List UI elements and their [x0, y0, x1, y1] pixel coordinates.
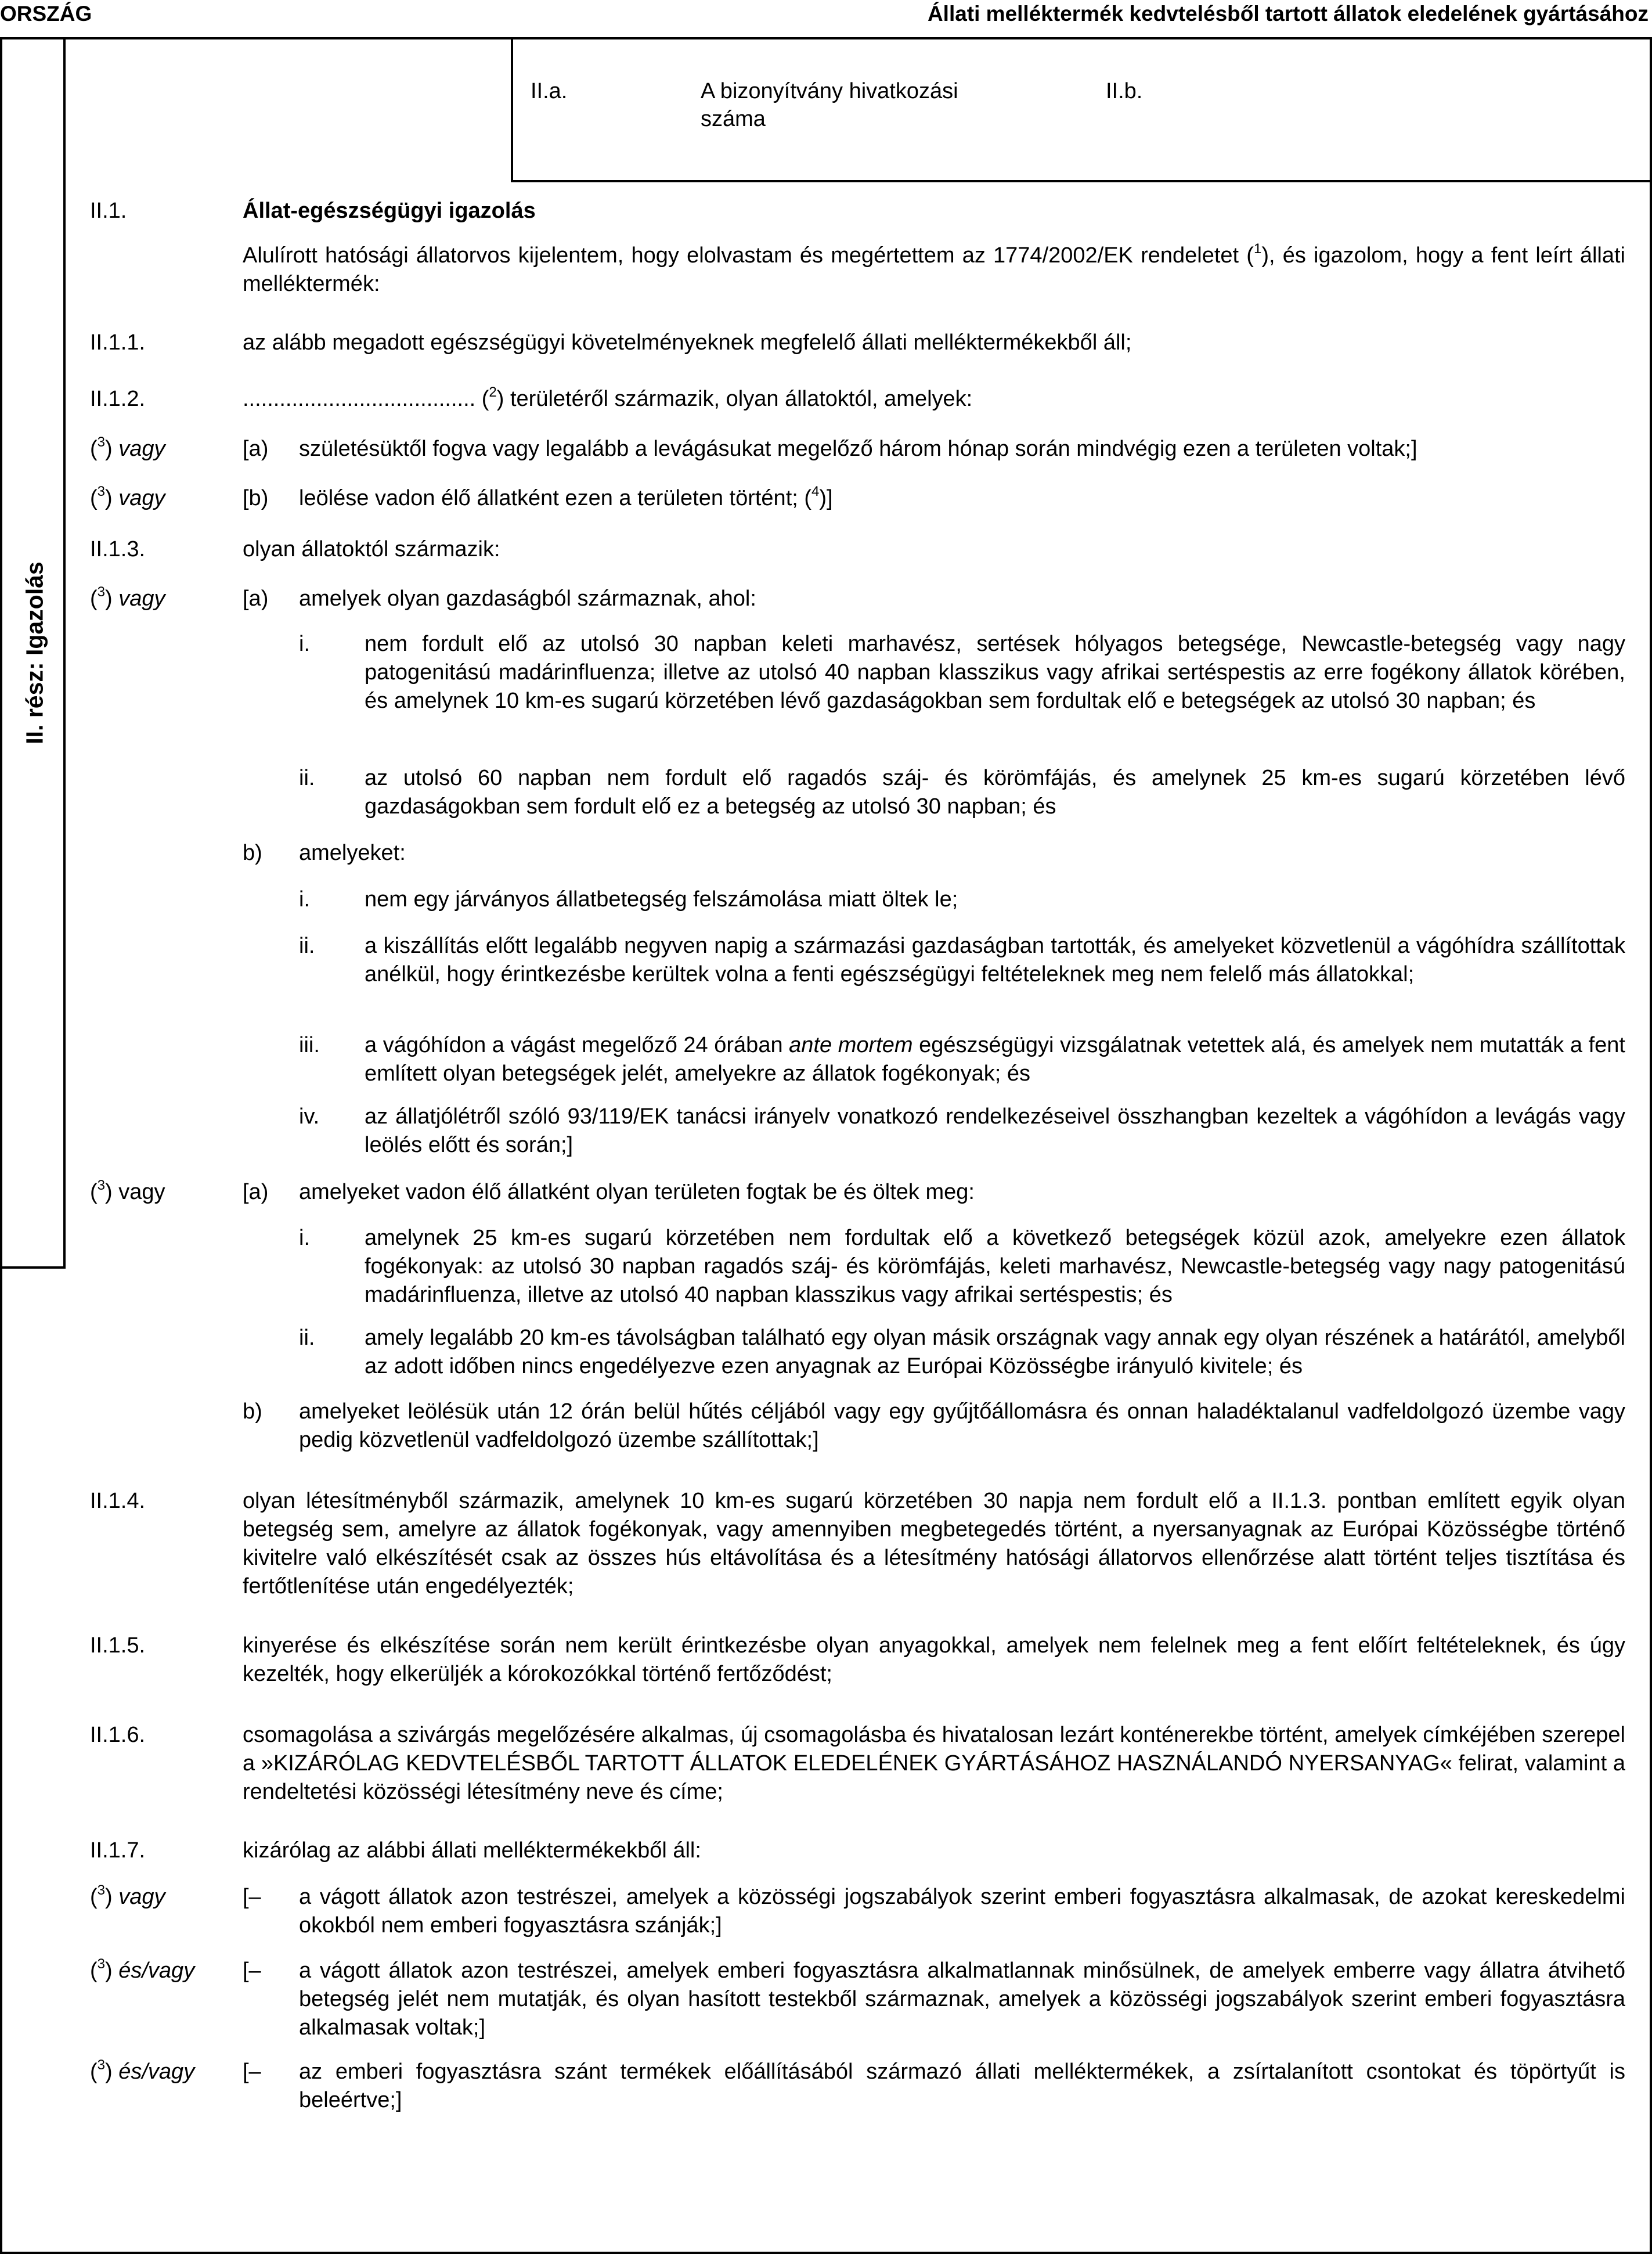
- section-number: II.1.: [90, 199, 127, 223]
- option-label: ($^3$) vagy: [90, 584, 165, 611]
- subitem-text: amely legalább 20 km-es távolságban található egy olyan másik országnak vagy annak egy olyan részének a határától, amelyből az adott időben nincs engedélyezve ezen anyagnak az Európai Közösségbe irányuló kivitele; és: [365, 1326, 1625, 1378]
- subitem-marker: i.: [299, 1226, 310, 1250]
- option-text: amelyeket vadon élő állatként olyan területen fogtak be és öltek meg:: [299, 1180, 975, 1204]
- reference-box: [511, 37, 1652, 182]
- ref-b-number: II.b.: [1106, 79, 1143, 103]
- option-marker: [–: [243, 1958, 261, 1983]
- option-marker: [a): [243, 586, 269, 611]
- item-number: II.1.6.: [90, 1723, 146, 1747]
- option-text: születésüktől fogva vagy legalább a levágásukat megelőző három hónap során mindvégig ezen a területen voltak;]: [299, 437, 1417, 461]
- item-text: olyan állatoktól származik:: [243, 537, 500, 561]
- subitem-marker: ii.: [299, 1326, 315, 1350]
- item-number: II.1.3.: [90, 537, 146, 561]
- subitem-text: nem egy járványos állatbetegség felszámolása miatt öltek le;: [365, 887, 958, 912]
- subitem-text: a vágóhídon a vágást megelőző 24 órában ante mortem egészségügyi vizsgálatnak vetettek alá, és amelyek nem mutatták a fent említett olyan betegségek jelét, amelyekre az állatok fogékonyak; és: [365, 1033, 1625, 1086]
- item-text: olyan létesítményből származik, amelynek 10 km-es sugarú körzetében 30 napja nem fordult elő a II.1.3. pontban említett egyik olyan betegség sem, amelyre az állatok fogékonyak, vagy amennyiben megbetegedés történt, a nyersanyagnak az Európai Közösségbe történő kivitelre való elkészítését csak az összes hús eltávolítása és a létesítmény hatósági állatorvos ellenőrzése alatt történt teljes tisztítása és fertőtlenítése után engedélyezték;: [243, 1489, 1625, 1598]
- item-text: az alább megadott egészségügyi követelményeknek megfelelő állati melléktermékekből áll;: [243, 330, 1132, 355]
- item-number: II.1.5.: [90, 1633, 146, 1658]
- option-text: a vágott állatok azon testrészei, amelyek emberi fogyasztásra alkalmatlannak minősülnek, de amelyek emberre vagy állatra átvihető betegség jelét nem mutatják, és olyan hasított testekből származnak, amelyek a közösségi jogszabályok szerint emberi fogyasztásra alkalmasak voltak;]: [299, 1958, 1625, 2040]
- section-intro: Alulírott hatósági állatorvos kijelentem, hogy elolvastam és megértettem az 1774/2002/EK rendeletet ($^1$), és igazolom, hogy a fent leírt állati melléktermék:: [243, 241, 1626, 296]
- option-marker: [b): [243, 486, 269, 510]
- option-text: amelyeket leölésük után 12 órán belül hűtés céljából vagy egy gyűjtőállomásra és onnan haladéktalanul vadfeldolgozó üzembe vagy pedig közvetlenül vadfeldolgozó üzembe szállítottak;]: [299, 1399, 1625, 1452]
- option-marker: b): [243, 1399, 262, 1424]
- option-marker: [–: [243, 1885, 261, 1909]
- subitem-marker: ii.: [299, 766, 315, 790]
- subitem-text: a kiszállítás előtt legalább negyven napig a származási gazdaságban tartották, és amelyeket közvetlenül a vágóhídra szállítottak anélkül, hogy érintkezésbe kerültek volna a fenti egészségügyi feltételeknek meg nem felelő más állatokkal;: [365, 934, 1625, 986]
- subitem-marker: iv.: [299, 1104, 320, 1129]
- item-number: II.1.2.: [90, 387, 146, 411]
- option-marker: [–: [243, 2059, 261, 2084]
- option-text: leölése vadon élő állatként ezen a területen történt; ($^4$)]: [299, 484, 833, 510]
- subitem-marker: i.: [299, 632, 310, 656]
- option-text: amelyeket:: [299, 841, 406, 865]
- item-number: II.1.1.: [90, 330, 146, 355]
- option-marker: [a): [243, 1180, 269, 1204]
- side-label: [5, 37, 66, 1269]
- item-number: II.1.7.: [90, 1838, 146, 1863]
- option-text: amelyek olyan gazdaságból származnak, ahol:: [299, 586, 756, 611]
- subitem-marker: i.: [299, 887, 310, 912]
- subitem-marker: iii.: [299, 1033, 320, 1057]
- subitem-text: az állatjólétről szóló 93/119/EK tanácsi irányelv vonatkozó rendelkezéseivel összhangban kezeltek a vágóhídon a levágás vagy leölés előtt és során;]: [365, 1104, 1625, 1157]
- option-marker: [a): [243, 437, 269, 461]
- option-label: ($^3$) és/vagy: [90, 2057, 195, 2084]
- subitem-marker: ii.: [299, 934, 315, 958]
- item-text: kizárólag az alábbi állati melléktermékekből áll:: [243, 1838, 701, 1863]
- item-text: ...................................... ($^2$) területéről származik, olyan állatoktól, amelyek:: [243, 384, 973, 411]
- header-title: Állati melléktermék kedvtelésből tartott állatok eledelének gyártásához: [927, 2, 1649, 26]
- item-text: kinyerése és elkészítése során nem került érintkezésbe olyan anyagokkal, amelyek nem felelnek meg a fent előírt feltételeknek, és úgy kezelték, hogy elkerüljék a kórokozókkal történő fertőződést;: [243, 1633, 1625, 1686]
- option-text: az emberi fogyasztásra szánt termékek előállításából származó állati melléktermékek, a zsírtalanított csontokat és töpörtyűt is beleértve;]: [299, 2059, 1625, 2112]
- ref-a-number: II.a.: [531, 79, 568, 103]
- header-country: ORSZÁG: [0, 2, 92, 26]
- item-number: II.1.4.: [90, 1489, 146, 1513]
- subitem-text: nem fordult elő az utolsó 30 napban keleti marhavész, sertések hólyagos betegsége, Newcastle-betegség vagy nagy patogenitású madárinfluenza; illetve az utolsó 40 napban klasszikus vagy afrikai sertéspestis az erre fogékony állatok körében, és amelynek 10 km-es sugarú körzetében lévő gazdaságokban sem fordultak elő e betegségek az utolsó 30 napban; és: [365, 632, 1625, 713]
- side-label-text: II. rész: Igazolás: [21, 561, 49, 744]
- subitem-text: az utolsó 60 napban nem fordult elő ragadós száj- és körömfájás, és amelynek 25 km-es sugarú körzetében lévő gazdaságokban sem fordult elő ez a betegség az utolsó 30 napban; és: [365, 766, 1625, 819]
- ref-a-label: A bizonyítvány hivatkozási száma: [701, 79, 958, 131]
- section-title: Állat-egészségügyi igazolás: [243, 199, 536, 223]
- subitem-text: amelynek 25 km-es sugarú körzetében nem fordultak elő a következő betegségek közül azok, amelyekre ezen állatok fogékonyak: az utolsó 30 napban ragadós száj- és körömfájás, keleti marhavész, Newcastle-betegség vagy nagy patogenitású madárinfluenza, illetve az utolsó 40 napban klasszikus vagy afrikai sertéspestis; és: [365, 1226, 1625, 1307]
- option-label: ($^3$) vagy: [90, 1178, 165, 1204]
- option-label: ($^3$) vagy: [90, 434, 165, 461]
- option-text: a vágott állatok azon testrészei, amelyek a közösségi jogszabályok szerint emberi fogyasztásra alkalmasak, de azokat kereskedelmi okokból nem emberi fogyasztásra szánják;]: [299, 1885, 1625, 1938]
- option-marker: b): [243, 841, 262, 865]
- option-label: ($^3$) vagy: [90, 1882, 165, 1909]
- option-label: ($^3$) vagy: [90, 484, 165, 510]
- option-label: ($^3$) és/vagy: [90, 1956, 195, 1983]
- item-text: csomagolása a szivárgás megelőzésére alkalmas, új csomagolásba és hivatalosan lezárt konténerekbe történt, amelyek címkéjében szerepel a »KIZÁRÓLAG KEDVTELÉSBŐL TARTOTT ÁLLATOK ELEDELÉNEK GYÁRTÁSÁHOZ HASZNÁLANDÓ NYERSANYAG« felirat, valamint a rendeltetési közösségi létesítmény neve és címe;: [243, 1723, 1625, 1804]
